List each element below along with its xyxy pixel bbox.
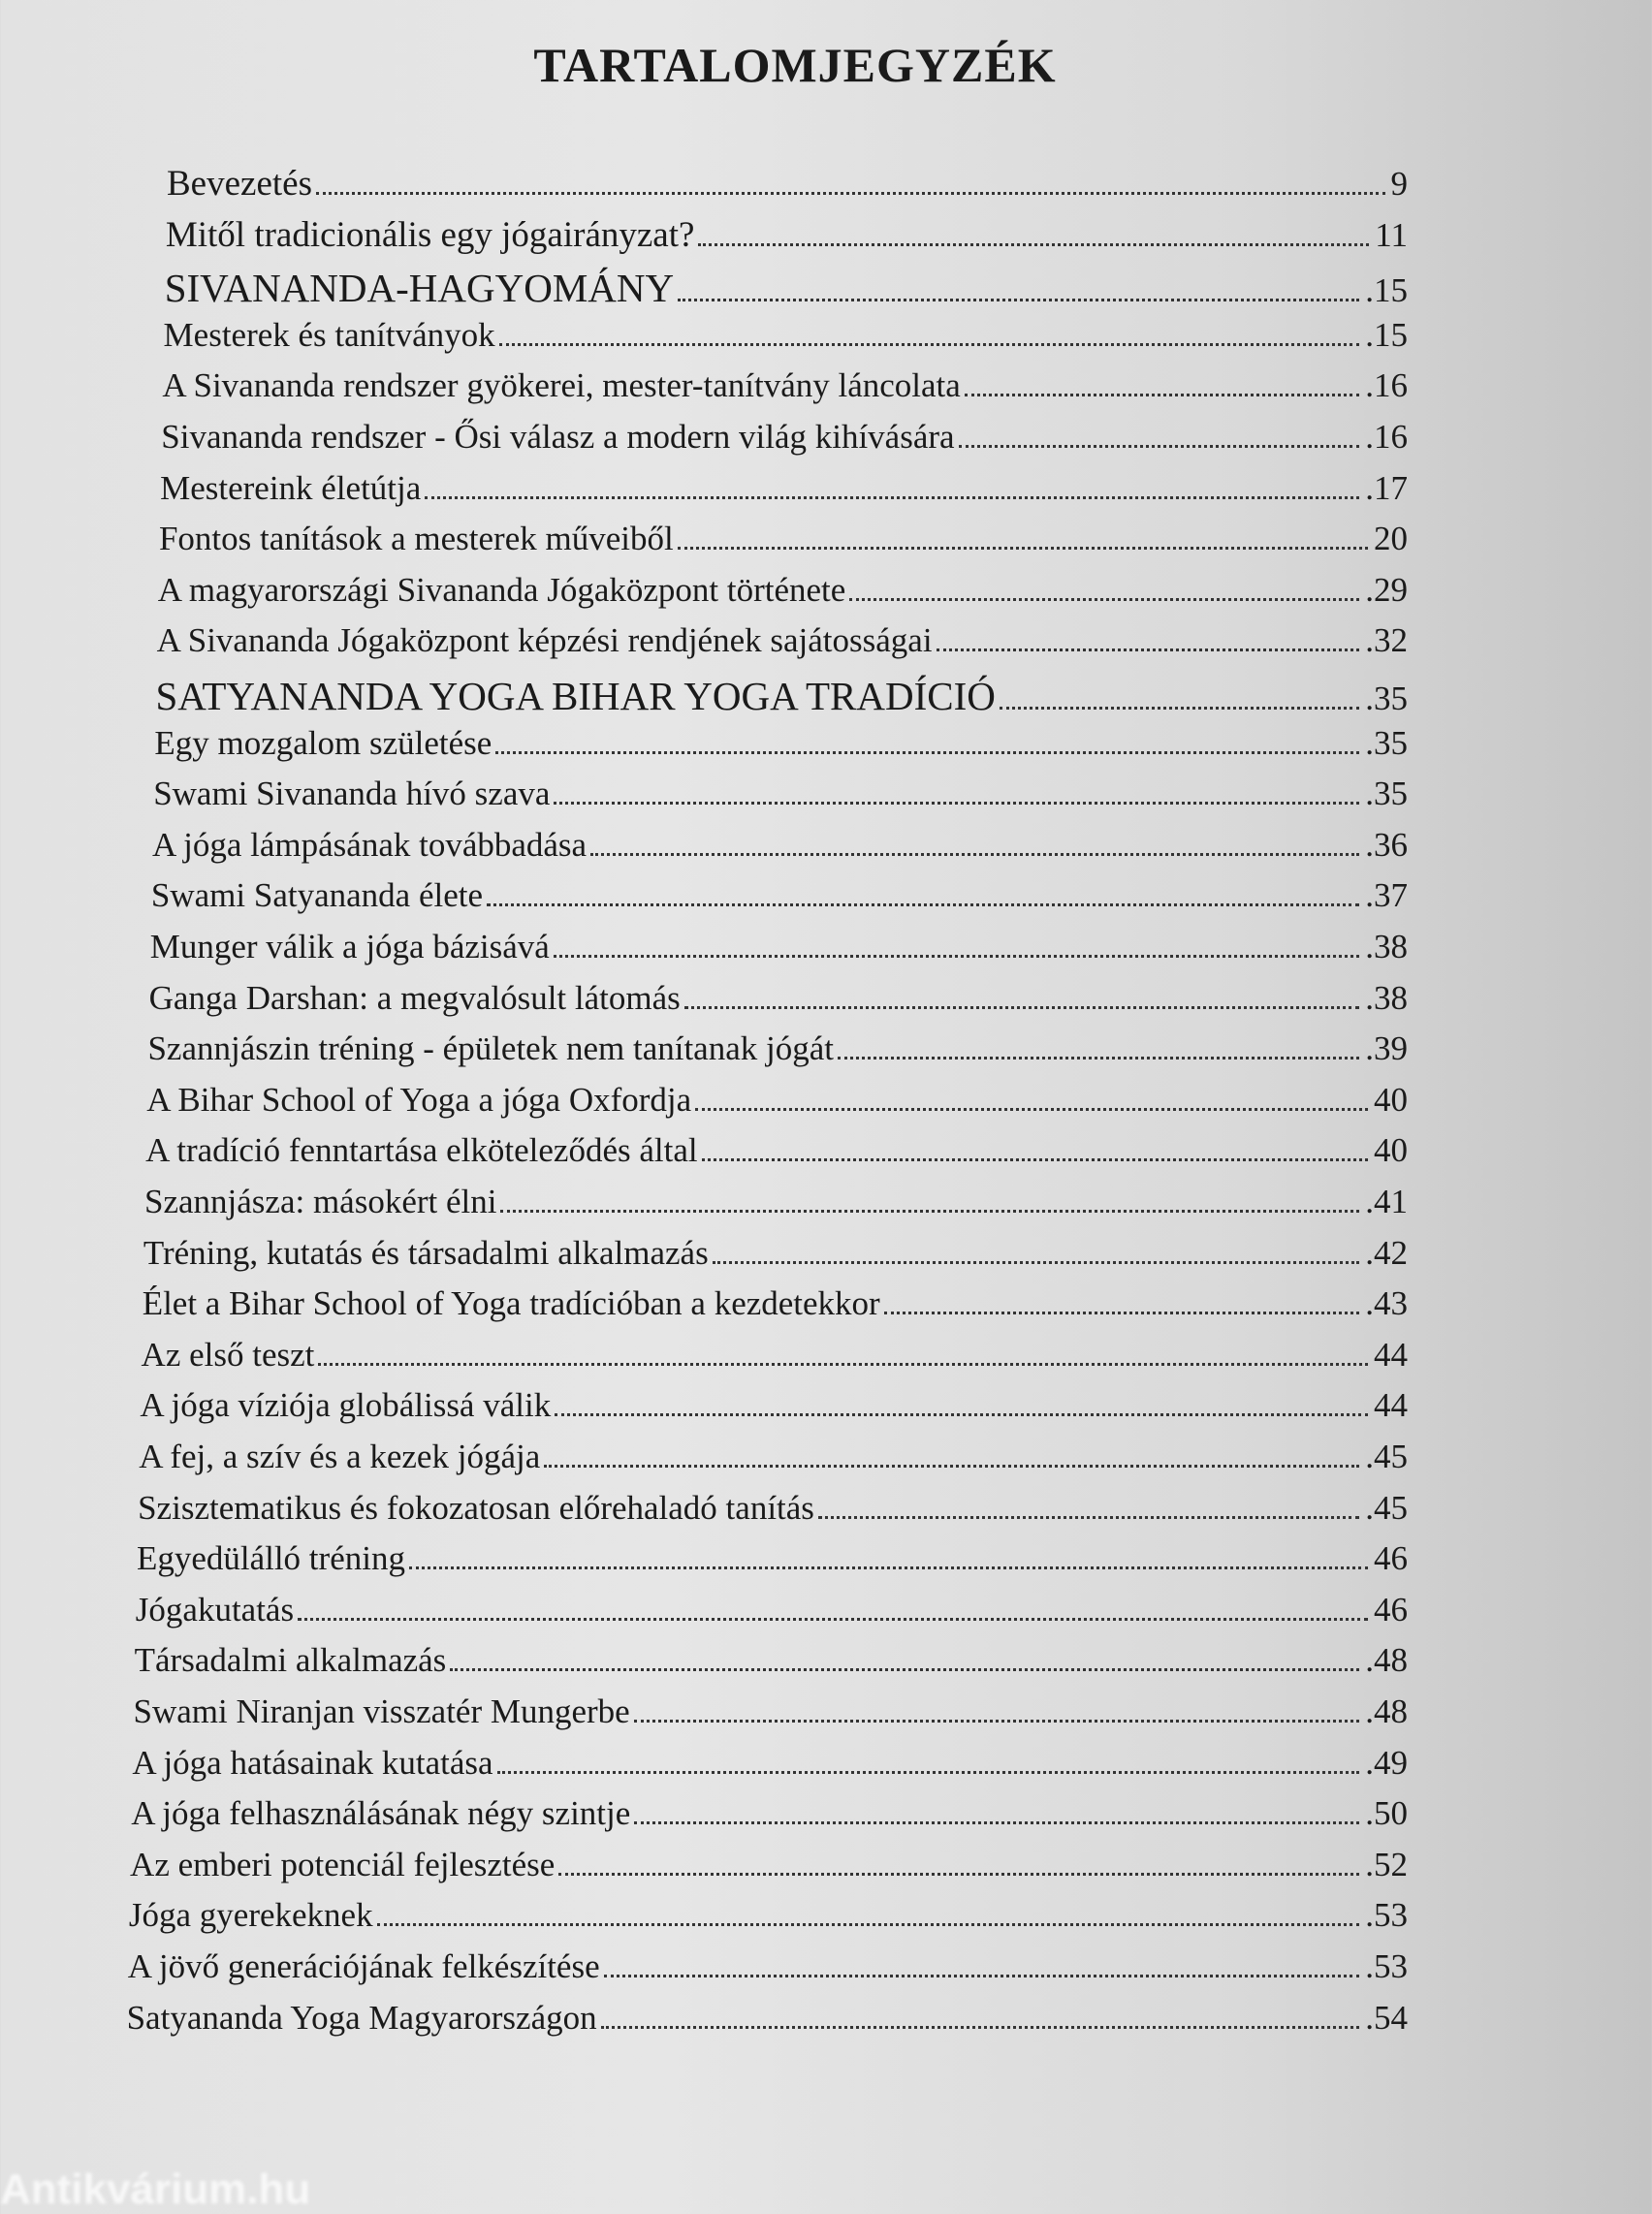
toc-entry bbox=[160, 469, 1408, 520]
toc-entry-title: Az első teszt bbox=[141, 1335, 315, 1374]
dot-leader bbox=[1000, 707, 1359, 710]
dot-leader bbox=[555, 1413, 1368, 1416]
dot-leader bbox=[838, 1057, 1359, 1060]
toc-entry-page: .41 bbox=[1365, 1183, 1408, 1220]
toc-entry bbox=[156, 673, 1409, 723]
toc-entry-title: Jógakutatás bbox=[135, 1590, 295, 1629]
toc-entry-title: A Sivananda rendszer gyökerei, mester-tanítvány láncolata bbox=[162, 366, 961, 405]
toc-entry-page: .17 bbox=[1365, 468, 1408, 507]
toc-entry-page: .42 bbox=[1365, 1233, 1408, 1272]
toc-entry-page: 40 bbox=[1373, 1080, 1408, 1119]
dot-leader bbox=[601, 2026, 1360, 2029]
toc-entry-page: 46 bbox=[1373, 1539, 1408, 1578]
toc-entry-title: A magyarországi Sivananda Jógaközpont története bbox=[157, 570, 846, 609]
toc-entry bbox=[137, 1539, 1408, 1590]
toc-entry-page: .32 bbox=[1365, 621, 1408, 660]
watermark: Antikvárium.hu bbox=[0, 2166, 311, 2213]
dot-leader bbox=[702, 1158, 1368, 1161]
dot-leader bbox=[558, 1873, 1359, 1876]
dot-leader bbox=[409, 1566, 1368, 1569]
toc-entry-page: .48 bbox=[1365, 1692, 1408, 1730]
toc-entry-title: A jóga hatásainak kutatása bbox=[132, 1743, 493, 1782]
toc-entry bbox=[149, 979, 1408, 1029]
toc-entry bbox=[159, 520, 1408, 570]
toc-entry bbox=[130, 1846, 1408, 1896]
dot-leader bbox=[377, 1923, 1360, 1926]
toc-entry-page: .54 bbox=[1365, 1998, 1408, 2037]
toc-entry-page: .38 bbox=[1365, 978, 1408, 1017]
toc-entry-page: .45 bbox=[1365, 1488, 1408, 1527]
dot-leader bbox=[497, 1771, 1360, 1774]
toc-entry-title: A fej, a szív és a kezek jógája bbox=[139, 1438, 541, 1475]
toc-entry-page: .15 bbox=[1365, 315, 1408, 354]
dot-leader bbox=[965, 394, 1359, 396]
toc-entry-title: Egy mozgalom születése bbox=[154, 723, 492, 762]
toc-entry-title: Satyananda Yoga Magyarországon bbox=[126, 1998, 597, 2037]
toc-entry bbox=[138, 1489, 1408, 1539]
dot-leader bbox=[698, 243, 1369, 246]
toc-entry bbox=[158, 571, 1408, 621]
toc-entry-page: 44 bbox=[1373, 1386, 1408, 1425]
toc-entry bbox=[165, 265, 1408, 315]
toc-entry-page: .29 bbox=[1365, 570, 1408, 609]
dot-leader bbox=[554, 802, 1359, 805]
toc-entry bbox=[139, 1438, 1408, 1488]
toc-entry bbox=[150, 928, 1408, 978]
toc-entry-title: Mesterek és tanítványok bbox=[163, 315, 495, 354]
toc-entry bbox=[147, 1029, 1408, 1080]
toc-entry-page: .35 bbox=[1365, 775, 1408, 813]
toc-entry-title: Szannjásza: másokért élni bbox=[144, 1183, 497, 1220]
dot-leader bbox=[849, 598, 1359, 601]
toc-entry-page: .52 bbox=[1365, 1845, 1408, 1883]
toc-entry-page: .35 bbox=[1365, 723, 1408, 762]
toc-entry bbox=[132, 1744, 1408, 1794]
toc-entry-page: .45 bbox=[1365, 1438, 1408, 1475]
toc-entry-page: 44 bbox=[1373, 1335, 1408, 1374]
toc-entry bbox=[144, 1183, 1408, 1233]
dot-leader bbox=[495, 751, 1359, 754]
dot-leader bbox=[604, 1975, 1360, 1977]
dot-leader bbox=[695, 1108, 1368, 1111]
toc-entry-page: .15 bbox=[1365, 271, 1408, 310]
toc-entry-page: .36 bbox=[1365, 825, 1408, 864]
dot-leader bbox=[554, 955, 1359, 958]
toc-entry-title: Swami Satyananda élete bbox=[150, 876, 483, 915]
toc-entry-title: A Bihar School of Yoga a jóga Oxfordja bbox=[146, 1080, 692, 1119]
dot-leader bbox=[634, 1821, 1359, 1824]
toc-entry-title: Swami Niranjan visszatér Mungerbe bbox=[133, 1692, 630, 1730]
toc-entry-title: Élet a Bihar School of Yoga tradícióban a kezdetekkor bbox=[142, 1284, 880, 1323]
dot-leader bbox=[713, 1261, 1360, 1264]
toc-entry bbox=[153, 775, 1408, 825]
toc-entry-title: A jóga lámpásának továbbadása bbox=[152, 825, 588, 864]
toc-entry bbox=[127, 1999, 1408, 2049]
toc-entry-page: .37 bbox=[1365, 876, 1408, 915]
toc-entry bbox=[154, 724, 1408, 775]
dot-leader bbox=[316, 192, 1385, 195]
dot-leader bbox=[544, 1465, 1359, 1468]
toc-entry bbox=[164, 316, 1408, 366]
toc-entry-page: .16 bbox=[1365, 366, 1408, 405]
toc-entry-page: 9 bbox=[1390, 165, 1408, 203]
toc-entry bbox=[166, 214, 1408, 265]
toc-entry bbox=[157, 621, 1408, 672]
toc-entry-title: Mestereink életútja bbox=[160, 468, 422, 507]
toc-entry bbox=[135, 1641, 1408, 1692]
toc-entry-title: Társadalmi alkalmazás bbox=[134, 1641, 447, 1680]
dot-leader bbox=[678, 299, 1359, 301]
dot-leader bbox=[450, 1668, 1359, 1671]
toc-entry bbox=[145, 1131, 1408, 1182]
toc-entry-page: 46 bbox=[1373, 1590, 1408, 1629]
dot-leader bbox=[818, 1516, 1359, 1519]
toc-entry-page: .35 bbox=[1365, 680, 1408, 717]
dot-leader bbox=[684, 1006, 1359, 1009]
toc-entry-title: Egyedülálló tréning bbox=[136, 1539, 405, 1578]
toc-entry bbox=[151, 876, 1408, 927]
toc-entry bbox=[167, 163, 1408, 213]
toc-entry-title: SATYANANDA YOGA BIHAR YOGA TRADÍCIÓ bbox=[155, 674, 996, 718]
toc-entry-title: Mitől tradicionális egy jógairányzat? bbox=[165, 214, 695, 255]
dot-leader bbox=[937, 648, 1360, 651]
toc-entry bbox=[162, 366, 1408, 417]
dot-leader bbox=[590, 853, 1359, 856]
page-title: TARTALOMJEGYZÉK bbox=[533, 38, 1057, 92]
toc-entry-title: A jövő generációjának felkészítése bbox=[127, 1947, 600, 1985]
toc-entry-page: .49 bbox=[1365, 1743, 1408, 1782]
toc-entry-page: 11 bbox=[1375, 215, 1408, 254]
toc-entry bbox=[140, 1386, 1408, 1437]
toc-entry-title: A Sivananda Jógaközpont képzési rendjének sajátosságai bbox=[156, 621, 933, 660]
toc-entry-page: .50 bbox=[1365, 1794, 1408, 1833]
toc-entry-page: .43 bbox=[1365, 1284, 1408, 1323]
dot-leader bbox=[425, 496, 1359, 499]
toc-entry-title: Bevezetés bbox=[167, 164, 312, 204]
toc-entry-title: Munger válik a jóga bázisává bbox=[149, 928, 550, 965]
toc-entry bbox=[134, 1692, 1409, 1743]
toc-entry-title: A jóga víziója globálissá válik bbox=[140, 1386, 552, 1425]
toc-entry-page: .39 bbox=[1365, 1029, 1408, 1068]
dot-leader bbox=[499, 343, 1360, 346]
toc-entry-page: .48 bbox=[1365, 1641, 1408, 1680]
toc-entry bbox=[146, 1081, 1408, 1131]
toc-entry-title: Szisztematikus és fokozatosan előrehaladó tanítás bbox=[138, 1488, 814, 1527]
toc-entry-page: .38 bbox=[1365, 928, 1408, 965]
toc-entry-title: Sivananda rendszer - Ősi válasz a modern világ kihívására bbox=[161, 418, 955, 456]
toc-entry-page: .53 bbox=[1365, 1896, 1408, 1935]
dot-leader bbox=[298, 1618, 1368, 1621]
dot-leader bbox=[884, 1312, 1360, 1314]
toc-entry bbox=[143, 1284, 1408, 1335]
toc-entry-title: A jóga felhasználásának négy szintje bbox=[131, 1794, 631, 1833]
toc-entry bbox=[131, 1794, 1408, 1845]
toc-entry bbox=[152, 826, 1408, 876]
toc-entry-title: Swami Sivananda hívó szava bbox=[153, 775, 551, 813]
toc-entry bbox=[136, 1591, 1408, 1641]
toc-entry-title: Az emberi potenciál fejlesztése bbox=[130, 1845, 556, 1883]
toc-entry-title: A tradíció fenntartása elköteleződés által bbox=[145, 1131, 698, 1170]
dot-leader bbox=[500, 1210, 1359, 1213]
dot-leader bbox=[318, 1363, 1368, 1366]
toc-entry-title: SIVANANDA-HAGYOMÁNY bbox=[164, 266, 675, 311]
toc-entry bbox=[142, 1336, 1408, 1386]
toc-entry-page: .16 bbox=[1365, 418, 1408, 456]
toc-entry bbox=[129, 1896, 1408, 1946]
toc-entry-page: 20 bbox=[1373, 520, 1408, 558]
dot-leader bbox=[487, 903, 1359, 906]
toc-entry bbox=[128, 1947, 1408, 1998]
toc-entry-page: .53 bbox=[1365, 1947, 1408, 1985]
dot-leader bbox=[959, 445, 1360, 448]
toc-entry-title: Szannjászin tréning - épületek nem tanítanak jógát bbox=[147, 1029, 834, 1068]
toc-entry-page: 40 bbox=[1373, 1131, 1408, 1170]
toc-entry-title: Jóga gyerekeknek bbox=[128, 1896, 373, 1935]
toc-entry-title: Tréning, kutatás és társadalmi alkalmazás bbox=[143, 1233, 709, 1272]
toc-entry bbox=[161, 418, 1408, 468]
toc-entry bbox=[143, 1234, 1408, 1284]
dot-leader bbox=[678, 547, 1368, 550]
toc-entry-title: Fontos tanítások a mesterek műveiből bbox=[158, 520, 674, 558]
toc-entry-title: Ganga Darshan: a megvalósult látomás bbox=[148, 978, 681, 1017]
dot-leader bbox=[634, 1720, 1360, 1723]
